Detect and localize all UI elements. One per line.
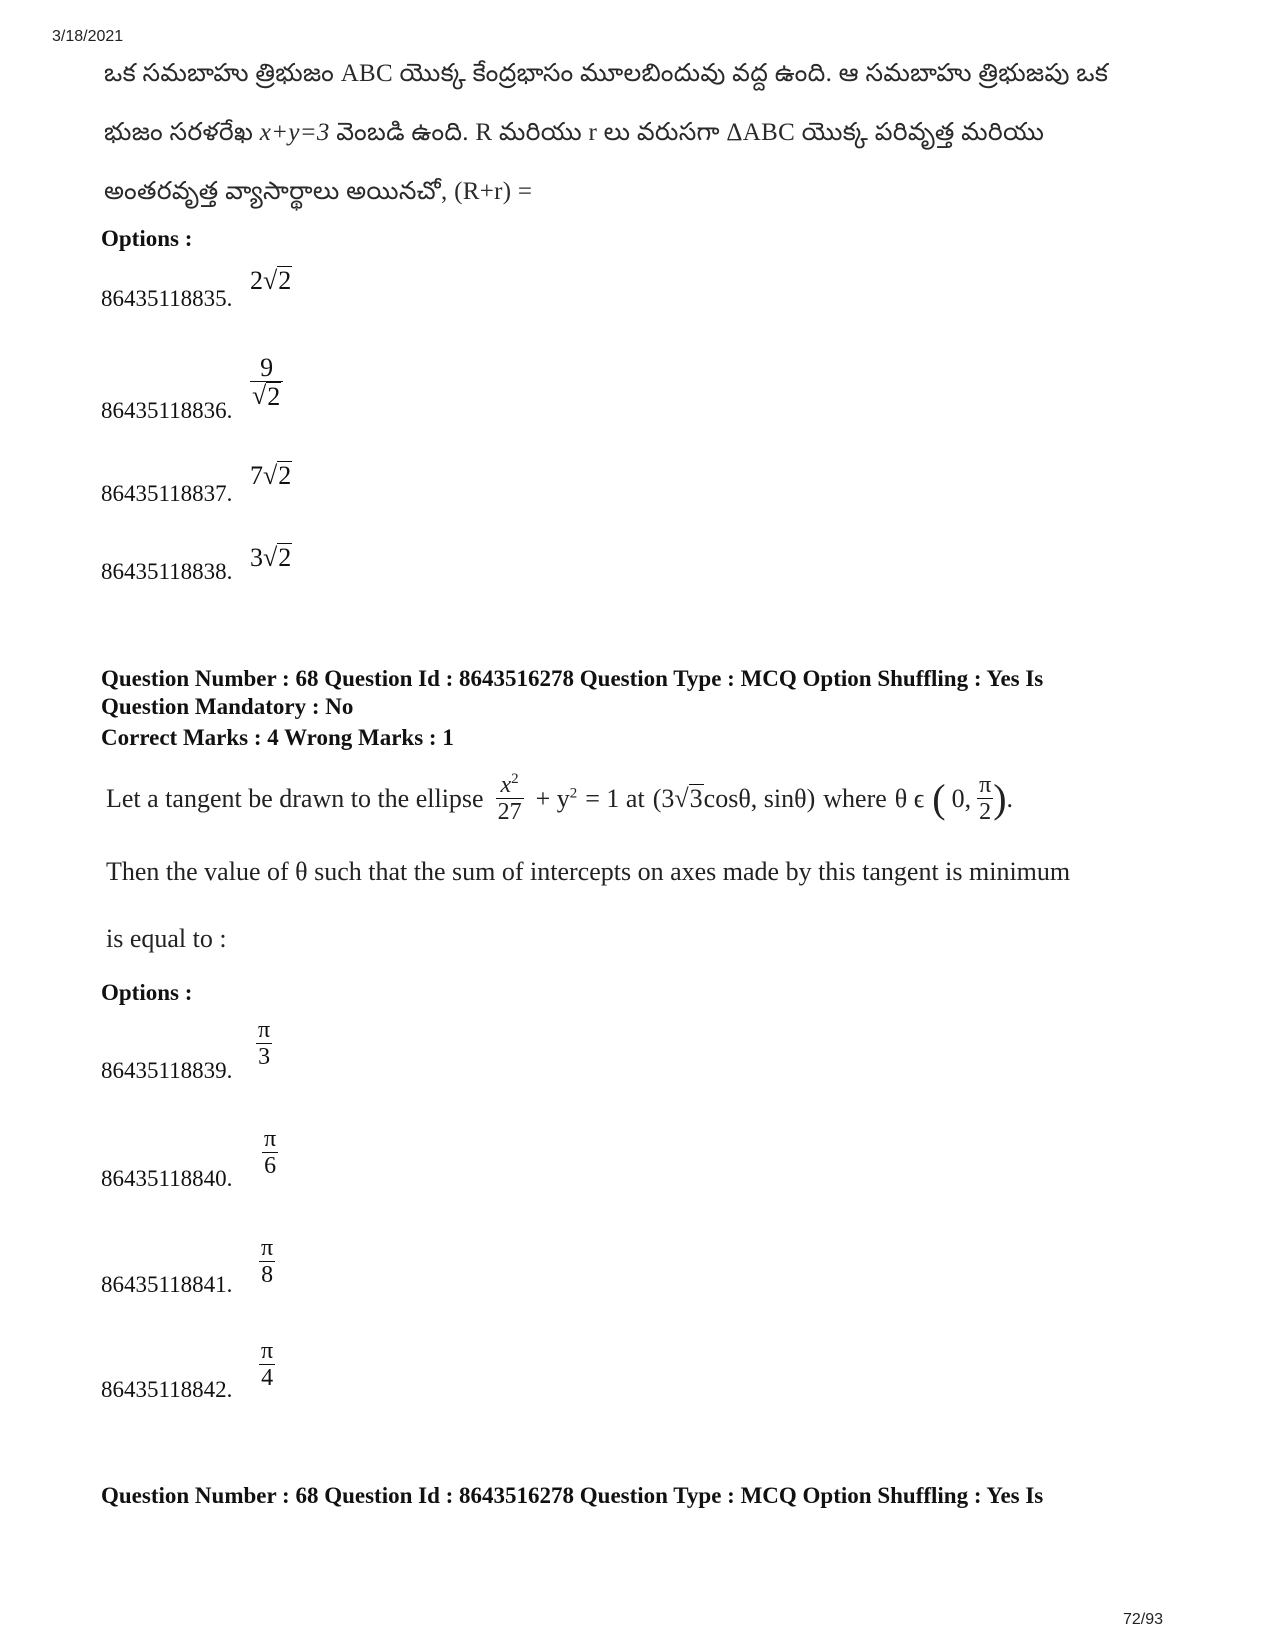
- q67-option-2-value: 9 √ 2: [250, 354, 283, 412]
- q67-options-label: Options :: [101, 226, 193, 251]
- q68-header-line3: Correct Marks : 4 Wrong Marks : 1: [101, 725, 454, 750]
- q67-text-line1: ఒక సమబాహు త్రిభుజం ABC యొక్క కేంద్రభాసం మూలబిందువు వద్ద ఉంది. ఆ సమబాహు త్రిభుజపు ఒక: [104, 60, 1109, 87]
- q67-text-line3: అంతరవృత్త వ్యాసార్థాలు అయినచో, (R+r) =: [104, 178, 533, 205]
- page-number: 72/93: [1122, 1611, 1163, 1628]
- q68-option-2-value: $\frac{\pi}{6}$: [264, 1126, 277, 1180]
- q68-option-4-value: $\frac{\pi}{4}$: [261, 1338, 274, 1392]
- ellipse-fraction: $\frac{x^2}{27}$: [497, 771, 522, 826]
- q68-header-line2: Question Mandatory : No: [101, 694, 354, 719]
- q68-option-3-id: 86435118841.: [101, 1272, 233, 1297]
- q68-text-line3: is equal to :: [106, 924, 227, 953]
- next-question-header: Question Number : 68 Question Id : 8643516278 Question Type : MCQ Option Shuffling : Yes Is: [101, 1483, 1044, 1508]
- q68-options-label: Options :: [101, 980, 193, 1005]
- q67-option-2-id: 86435118836.: [101, 398, 233, 423]
- q68-option-3-value: $\frac{\pi}{8}$: [261, 1235, 274, 1289]
- q68-option-1-id: 86435118839.: [101, 1058, 233, 1083]
- q67-option-1-id: 86435118835.: [101, 286, 233, 311]
- tangent-point: (3 √ 3 cosθ, sinθ): [652, 783, 816, 813]
- q68-header-line1: Question Number : 68 Question Id : 8643516278 Question Type : MCQ Option Shuffling : Yes Is: [101, 666, 1044, 691]
- q67-option-4-value: 3 √ 2: [250, 543, 292, 572]
- q68-option-4-id: 86435118842.: [101, 1377, 233, 1402]
- q68-option-2-id: 86435118840.: [101, 1166, 233, 1191]
- q68-text-line2: Then the value of θ such that the sum of intercepts on axes made by this tangent is minimum: [106, 857, 1071, 886]
- line-equation: x+y=3: [259, 119, 330, 146]
- q68-text-line1: Let a tangent be drawn to the ellipse $\frac{x^2}{27}$ + $y^2$ = 1 at (3 √ 3 cosθ, sinθ) where θ ϵ ( 0, $\frac{\pi}{2}$ ) .: [106, 771, 1014, 826]
- theta-interval: ( 0, $\frac{\pi}{2}$ ) .: [932, 771, 1014, 825]
- q67-text-line2: భుజం సరళరేఖ x+y=3 వెంబడి ఉంది. R మరియు r లు వరుసగా ΔABC యొక్క పరివృత్త మరియు: [104, 119, 1045, 146]
- q67-option-3-id: 86435118837.: [101, 481, 233, 506]
- q67-option-3-value: 7 √ 2: [250, 461, 292, 490]
- q67-option-4-id: 86435118838.: [101, 559, 233, 584]
- q68-option-1-value: $\frac{\pi}{3}$: [258, 1017, 271, 1071]
- print-date: 3/18/2021: [52, 28, 124, 45]
- q67-option-1-value: 2 √ 2: [250, 266, 292, 295]
